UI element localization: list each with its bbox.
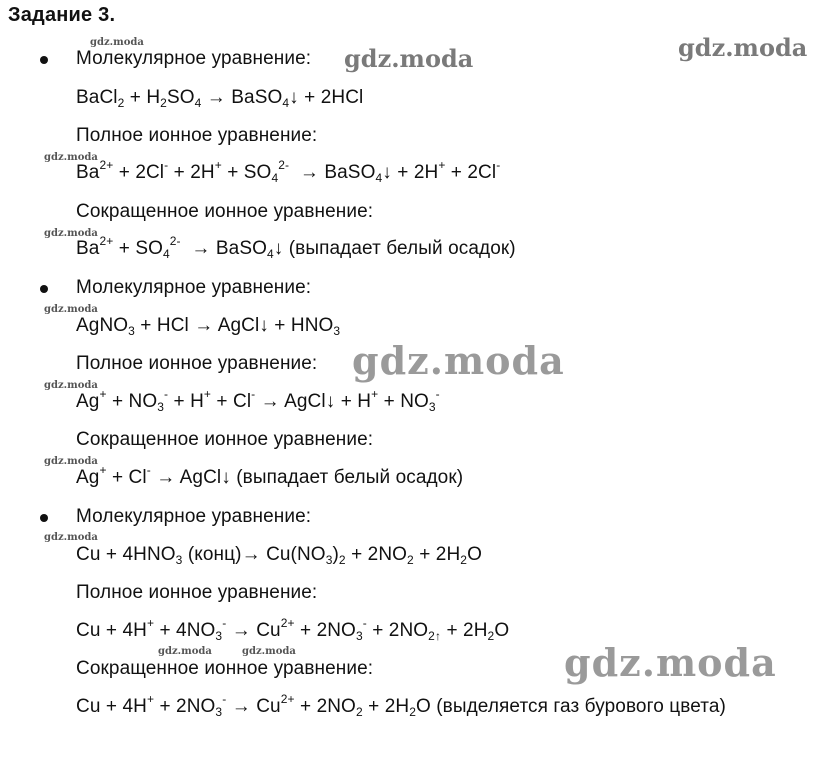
equation-2-short-ionic: Ag+ + Cl- → AgCl↓ (выпадает белый осадок) [76, 463, 464, 488]
label-full-ionic-3: Полное ионное уравнение: [76, 582, 318, 603]
equation-3-short-ionic: $Cu + 4H^+ + 2NO_3^- \to Cu^{2+} + 2NO_2 + 2H_2O$ (выделяется газ бурового цвета) [76, 692, 726, 719]
watermark-logo: gdz.moda [242, 646, 296, 657]
label-full-ionic-1: Полное ионное уравнение: [76, 125, 318, 146]
watermark-logo: gdz.moda [564, 640, 777, 685]
watermark-logo: gdz.moda [352, 338, 565, 383]
task-title: Задание 3. [8, 4, 116, 26]
label-molecular-1: Молекулярное уравнение: [76, 48, 312, 69]
watermark-logo: gdz.moda [158, 646, 212, 657]
equation-3-full-ionic: $Cu + 4H^+ + 4NO_3^- \to Cu^{2+} + 2NO_3^- + 2NO_{2↑} + 2H_2O$ [76, 616, 510, 643]
watermark-logo: gdz.moda [44, 532, 98, 543]
label-molecular-2: Молекулярное уравнение: [76, 277, 312, 298]
watermark-logo: gdz.moda [678, 33, 808, 62]
label-short-ionic-1: Сокращенное ионное уравнение: [76, 201, 374, 222]
equation-1-molecular: BaCl$_2$ + $H_2SO_4$ → BaSO$_4$↓ + 2HCl [76, 87, 364, 110]
bullet-3 [40, 514, 48, 522]
label-short-ionic-2: Сокращенное ионное уравнение: [76, 429, 374, 450]
watermark-logo: gdz.moda [44, 380, 98, 391]
label-short-ionic-3: Сокращенное ионное уравнение: [76, 658, 374, 679]
watermark-logo: gdz.moda [44, 304, 98, 315]
label-molecular-3: Молекулярное уравнение: [76, 506, 312, 527]
watermark-logo: gdz.moda [44, 228, 98, 239]
watermark-logo: gdz.moda [44, 456, 98, 467]
watermark-logo: gdz.moda [90, 37, 144, 48]
watermark-logo: gdz.moda [344, 44, 474, 73]
equation-3-molecular: $Cu + 4HNO_3$ (конц)→ $Cu(NO_3)_2 + 2NO_2 + 2H_2O$ [76, 544, 482, 567]
watermark-logo: gdz.moda [44, 152, 98, 163]
bullet-2 [40, 285, 48, 293]
equation-1-short-ionic: $Ba^{2+} + SO_4^{2-}$ → BaSO$_4$↓ (выпадает белый осадок) [76, 234, 516, 261]
equation-1-full-ionic: $Ba^{2+} + 2Cl^- + 2H^+ + SO_4^{2-}$ → BaSO$_4$↓ + 2H+ + 2Cl- [76, 158, 501, 185]
equation-2-molecular: AgNO$_3$ + HCl → AgCl↓ + $HNO_3$ [76, 315, 341, 338]
label-full-ionic-2: Полное ионное уравнение: [76, 353, 318, 374]
bullet-1 [40, 56, 48, 64]
equation-2-full-ionic: $Ag^+ + NO_3^- + H^+ + Cl^-$ → AgCl↓ + $H^+ + NO_3^-$ [76, 387, 440, 414]
